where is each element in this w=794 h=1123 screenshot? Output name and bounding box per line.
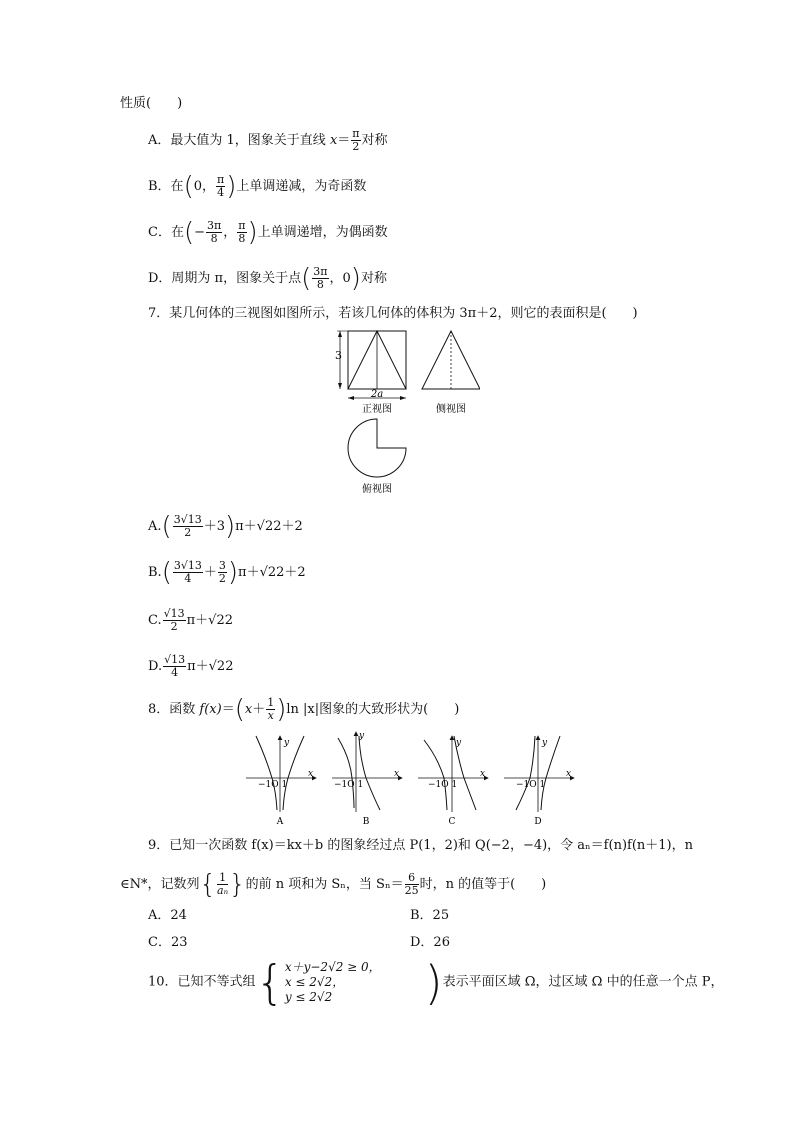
graph-d-label: D	[534, 817, 542, 826]
q7-option-c: C. $\frac{√13}{2}$ π＋√22	[148, 607, 234, 633]
q10-stem: 10．已知不等式组{ x＋y−2√2 ≥ 0， x ≤ 2√2， y ≤ 2√2 )表示平面区域 Ω，过区域 Ω 中的任意一个点 P，	[148, 955, 724, 1010]
graph-b-label: B	[362, 817, 370, 826]
height-label: 3	[335, 349, 342, 362]
graph-a	[246, 736, 316, 826]
q6-option-a: A．最大值为 1，图象关于直线 x＝ $\frac{\pi}{2}$ 对称	[148, 127, 388, 153]
base-label: 2a	[370, 389, 384, 400]
front-view-caption: 正视图	[362, 404, 392, 415]
svg-text:x: x	[566, 769, 572, 779]
svg-text:x: x	[308, 769, 314, 779]
q6-option-d: D．周期为 π，图象关于点( $\frac{3\pi}{8}$ ，0)对称	[148, 263, 387, 294]
graph-c	[418, 736, 488, 826]
side-view	[422, 331, 480, 415]
graph-d	[504, 736, 574, 826]
svg-text:y: y	[542, 738, 548, 748]
q6-option-c: C．在(− $\frac{3\pi}{8}$ ， $\frac{\pi}{8}$ )上单调递增，为偶函数	[148, 217, 388, 248]
lead-text: 性质( )	[120, 96, 183, 111]
q9-option-d: D．26	[410, 935, 450, 950]
q9-line2: ∈N*，记数列{ $\frac{1}{\text{aₙ}}$ }的前 n 项和为 Sₙ，当 Sₙ＝ $\frac{6}{25}$ 时，n 的值等于( )	[120, 869, 547, 900]
inequality-system: x＋y−2√2 ≥ 0， x ≤ 2√2， y ≤ 2√2	[284, 960, 381, 1004]
q7-option-d: D. $\frac{√13}{4}$ π＋√22	[148, 653, 234, 679]
q9-option-c: C．23	[148, 935, 188, 950]
svg-text:−1O 1: −1O 1	[258, 780, 288, 790]
graph-a-label: A	[276, 817, 284, 826]
svg-text:y: y	[284, 738, 290, 748]
three-view-figure	[330, 326, 480, 496]
svg-text:−1O 1: −1O 1	[516, 780, 546, 790]
svg-text:−1O 1: −1O 1	[334, 780, 364, 790]
svg-text:y: y	[359, 731, 365, 741]
graph-c-label: C	[448, 817, 456, 826]
front-view	[335, 331, 406, 415]
q8-graphs	[244, 728, 580, 826]
q9-line1: 9．已知一次函数 f(x)＝kx＋b 的图象经过点 P(1，2)和 Q(−2，−4)，令 aₙ＝f(n)f(n＋1)，n	[148, 838, 693, 853]
svg-text:x: x	[394, 769, 400, 779]
top-view	[348, 419, 406, 495]
q9-option-a: A．24	[148, 908, 187, 923]
q8-stem: 8．函数 f(x)＝(x＋ $\frac{1}{x}$ )ln |x|图象的大致形状为( )	[148, 694, 460, 725]
side-view-caption: 侧视图	[436, 404, 466, 415]
top-view-caption: 俯视图	[362, 484, 392, 495]
q7-option-b: B.( $\frac{3√13}{4}$ ＋ $\frac{3}{2}$ )π＋√22＋2	[148, 557, 306, 588]
q7-option-a: A.( $\frac{3√13}{2}$ ＋3)π＋√22＋2	[148, 511, 303, 542]
graph-b	[332, 731, 402, 826]
q9-option-b: B．25	[410, 908, 450, 923]
svg-text:−1O 1: −1O 1	[428, 780, 458, 790]
svg-text:x: x	[480, 769, 486, 779]
q7-stem: 7．某几何体的三视图如图所示，若该几何体的体积为 3π＋2，则它的表面积是( )	[148, 306, 638, 321]
svg-text:y: y	[456, 738, 462, 748]
q6-option-b: B．在(0， $\frac{\pi}{4}$ )上单调递减，为奇函数	[148, 171, 367, 202]
